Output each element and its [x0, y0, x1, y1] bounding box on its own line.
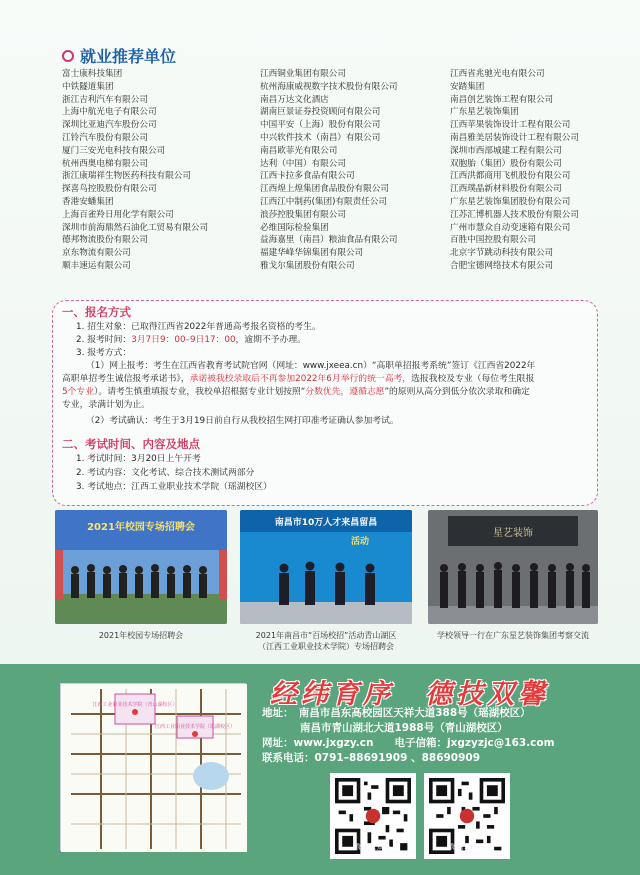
company-item: 深圳市西部城建工程有限公司	[450, 145, 562, 156]
company-item: 浪莎控股集团有限公司	[260, 209, 346, 220]
enroll-online-3c: 分数优先，遵循志愿	[305, 387, 385, 397]
company-item: 益海嘉里（南昌）粮油食品有限公司	[260, 235, 398, 246]
enroll-heading: 一、报名方式	[62, 305, 131, 319]
phone-numbers: 0791–88691909 、88690909	[314, 752, 481, 764]
company-item: 江西江中制药(集团)有限责任公司	[260, 196, 388, 207]
qr-label-1: 微信公众号	[355, 843, 391, 851]
company-item: 中兴软件技术（南昌）有限公司	[260, 132, 381, 143]
photo-leaders-visit	[428, 510, 598, 624]
exam-heading: 二、考试时间、内容及地点	[62, 437, 200, 451]
company-item: 湖南巨景证券投资顾问有限公司	[260, 107, 381, 118]
caption-2	[236, 630, 416, 652]
exam-content: 2. 考试内容：文化考试、综合技术测试两部分	[76, 468, 255, 478]
enroll-online-2b: 承诺被我校录取后不再参加2022年6月举行的统一高考，	[189, 374, 412, 384]
company-item: 广东星艺装饰集团股份有限公司	[450, 196, 571, 207]
school-slogan: 经纬育序 德技双馨	[270, 679, 549, 710]
company-item: 中铁隧道集团	[62, 81, 114, 92]
company-item: 浙江吉利汽车有限公司	[62, 94, 148, 105]
company-item: 江苏汇博机器人技术股份有限公司	[450, 209, 579, 220]
company-item: 南昌创艺装饰工程有限公司	[450, 94, 554, 105]
enroll-online-1: （1）网上报考：考生在江西省教育考试院官网（网址：www.jxeea.cn）“高职单招报考系统”签订《江西省2022年	[86, 361, 536, 371]
company-item: 香港安蟠集团	[62, 196, 114, 207]
map-school-label-1: 江西工业职业技术学院（青山湖校区）	[92, 702, 178, 708]
enroll-time	[76, 334, 306, 347]
enroll-online-2a: 高职单招考生诚信报考承诺书》，	[62, 374, 190, 384]
company-item: 深圳比亚迪汽车股份公司	[62, 120, 157, 131]
enroll-online-3a: 5个专业	[62, 387, 94, 397]
company-list	[62, 68, 622, 273]
company-item: 达利（中国）有限公司	[260, 158, 346, 169]
qr-label-2: 微信二维码	[449, 843, 485, 851]
enroll-online-3	[62, 386, 530, 399]
company-item: 雅戈尔集团股份有限公司	[260, 260, 355, 271]
exam-location: 3. 考试地点：江西工业职业技术学院（瑶湖校区）	[76, 482, 272, 492]
map-illustration	[61, 684, 247, 852]
enroll-time-note: ，逾期不予办理。	[235, 335, 306, 345]
company-item: 南昌欧菲光有限公司	[260, 145, 338, 156]
company-item: 厦门三安光电科技有限公司	[62, 145, 166, 156]
phone-label: 联系电话：	[262, 752, 315, 764]
company-item: 南昌雅美居装饰设计工程有限公司	[450, 132, 579, 143]
enroll-online-3d: ”的原则从高分到低分依次录取和确定	[384, 387, 530, 397]
company-item: 江西铜业集团有限公司	[260, 69, 346, 79]
company-item: 浙江康瑞祥生物医药科技有限公司	[62, 171, 191, 182]
photo1-banner: 2021年校园专场招聘会	[87, 522, 195, 533]
company-column-2	[260, 68, 450, 273]
recruit-event-photo-illustration	[240, 510, 412, 624]
company-item: 江西苹果装饰设计工程有限公司	[450, 120, 571, 131]
photo-campus-job-fair	[55, 510, 227, 624]
company-item: 江西卡拉多食品有限公司	[260, 171, 355, 182]
web-mail-line	[262, 736, 555, 751]
company-item: 深圳市前海鼎然石油化工贸易有限公司	[62, 222, 209, 233]
company-item: 上海中航光电子有限公司	[62, 107, 157, 118]
enroll-time-label: 2. 报考时间：	[76, 335, 132, 345]
campus-map	[60, 683, 246, 851]
company-item: 安踏集团	[450, 81, 485, 92]
exam-time: 1. 考试时间：3月20日上午开考	[76, 454, 201, 464]
company-item: 德邦物流股份有限公司	[62, 235, 148, 246]
mail-label: 电子信箱：	[394, 737, 447, 749]
company-item: 南昌万达文化酒店	[260, 94, 329, 105]
company-item: 广州市慧众自动变速箱有限公司	[450, 222, 571, 233]
address-line-2: 南昌市青山湖北大道1988号（青山湖校区）	[300, 722, 508, 734]
company-item: 探喜鸟控股股份有限公司	[62, 184, 157, 195]
enroll-time-value: 3月7日9：00–9日17：00	[131, 335, 236, 345]
enroll-online-2c: 选报我校及专业（每位考生限报	[411, 374, 535, 384]
address-1: 南昌市昌东高校园区天祥大道388号（瑶湖校区）	[298, 707, 531, 719]
company-item: 江西煌上煌集团食品股份有限公司	[260, 184, 389, 195]
enroll-target: 1. 招生对象：已取得江西省2022年普通高考报名资格的考生。	[76, 322, 321, 332]
email-link[interactable]: jxgzyzjc@163.com	[447, 737, 555, 749]
photo3-sign: 星艺装饰	[493, 528, 533, 539]
caption-1: 2021年校园专场招聘会	[98, 631, 184, 640]
section-title	[62, 44, 176, 67]
company-item: 中国平安（上海）股份有限公司	[260, 120, 381, 131]
enroll-method: 3. 报考方式：	[76, 348, 132, 358]
company-column-1	[62, 68, 260, 273]
website-link[interactable]: www.jxgzy.cn	[293, 737, 374, 749]
section-title-text: 就业推荐单位	[80, 47, 177, 66]
caption-2-line-1: 2021年南昌市“百场校招”活动青山湖区	[255, 631, 397, 640]
company-item: 广东星艺装饰集团	[450, 107, 519, 118]
web-label: 网址：	[262, 737, 294, 749]
caption-3: 学校领导一行在广东星艺装饰集团考察交流	[437, 631, 589, 640]
enroll-online-2	[62, 373, 534, 386]
enroll-online-4: 专业，录满计划为止。	[62, 400, 150, 410]
company-item: 江西璞晶新材料股份有限公司	[450, 184, 562, 195]
company-item: 江西洪都商用飞机股份有限公司	[450, 171, 571, 182]
photo2-banner-2: 活动	[350, 537, 370, 547]
company-item: 百胜中国控股有限公司	[450, 235, 536, 246]
company-item: 江西省兆驰光电有限公司	[450, 69, 545, 79]
company-item: 富士康科技集团	[62, 69, 123, 79]
enroll-online-3b: ）。请考生慎重填报专业，我校单招根据专业计划按照“	[94, 387, 306, 397]
company-item: 杭州海康威视数字技术股份有限公司	[260, 81, 398, 92]
company-item: 必维国际检验集团	[260, 222, 329, 233]
company-column-3	[450, 68, 622, 273]
company-item: 京东物流有限公司	[62, 248, 131, 259]
company-item: 杭州西奥电梯有限公司	[62, 158, 148, 169]
circle-bullet-icon	[62, 50, 74, 62]
phone-line	[262, 751, 480, 766]
leaders-visit-photo-illustration	[428, 510, 598, 624]
photo2-banner-1: 南昌市10万人才来昌留昌	[274, 518, 378, 528]
company-item: 顺丰速运有限公司	[62, 260, 131, 271]
company-item: 北京字节跳动科技有限公司	[450, 248, 554, 259]
photo-city-recruit-event	[240, 510, 412, 624]
caption-2-line-2: （江西工业职业技术学院）专场招聘会	[258, 642, 394, 651]
company-item: 福建华峰华锦集团有限公司	[260, 248, 364, 259]
company-item: 合肥宝德网络技术有限公司	[450, 260, 554, 271]
company-item: 双胞胎（集团）股份有限公司	[450, 158, 562, 169]
address-label: 地址：	[262, 707, 289, 719]
job-fair-photo-illustration	[55, 510, 227, 624]
map-school-label-2: 江西工业职业技术学院（瑶湖校区）	[154, 724, 236, 730]
company-item: 江铃汽车股份有限公司	[62, 132, 148, 143]
company-item: 上海百雀羚日用化学有限公司	[62, 209, 174, 220]
address-line-1	[262, 706, 531, 721]
enroll-confirm: （2）考试确认：考生于3月19日前自行从我校招生网打印准考证确认参加考试。	[86, 416, 399, 426]
